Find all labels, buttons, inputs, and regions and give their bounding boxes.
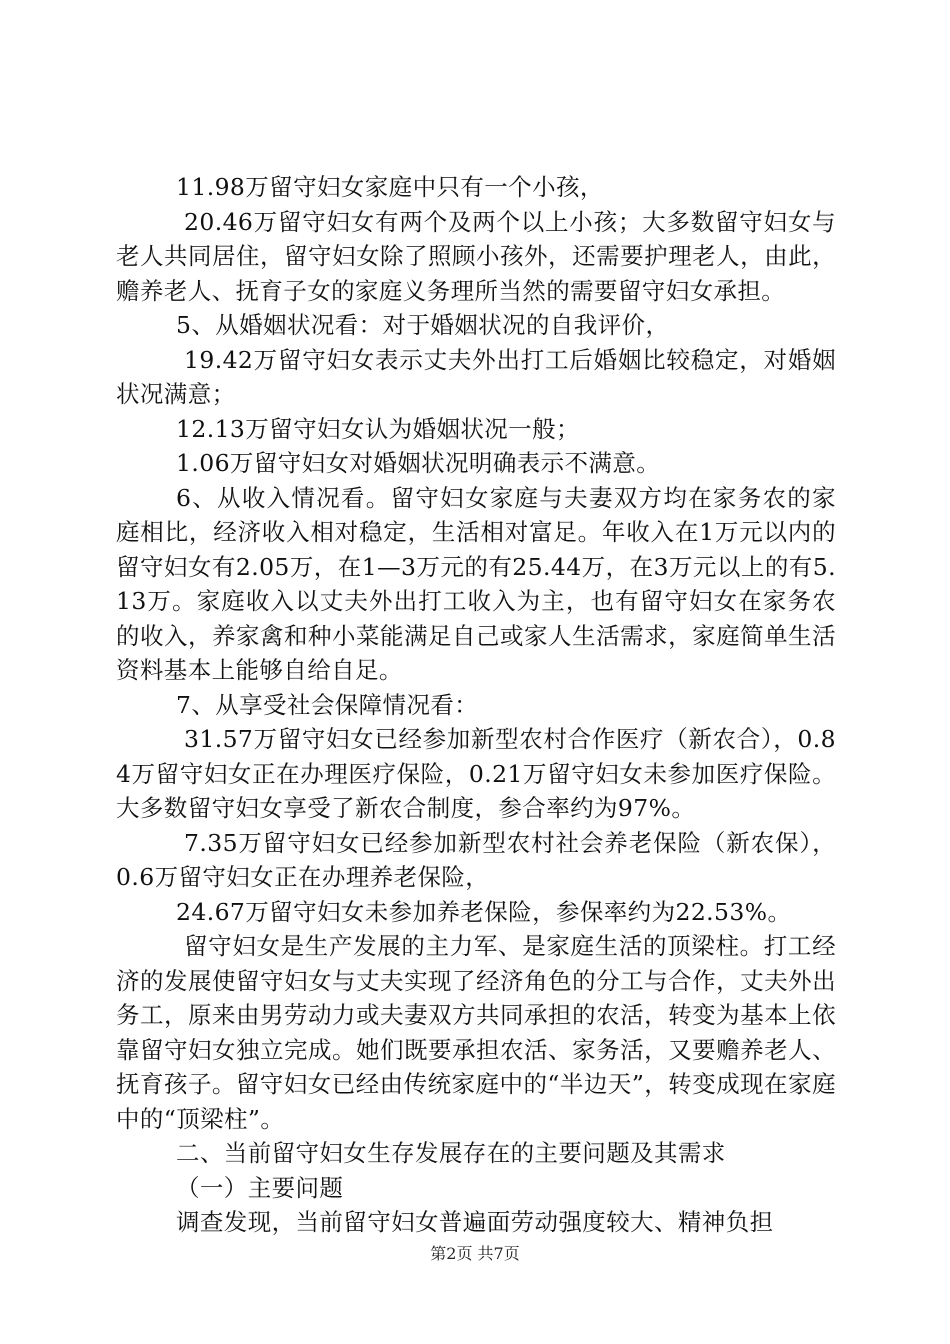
paragraph: 5、从婚姻状况看：对于婚姻状况的自我评价，	[176, 311, 670, 339]
section-heading: 二、当前留守妇女生存发展存在的主要问题及其需求	[176, 1139, 726, 1167]
paragraph: 24.67万留守妇女未参加养老保险，参保率约为22.53%。	[176, 897, 792, 926]
document-body	[116, 170, 836, 1240]
page-number: 第2页 共7页	[430, 1244, 520, 1263]
paragraph: 留守妇女是生产发展的主力军、是家庭生活的顶梁柱。打工经济的发展使留守妇女与丈夫实现了经济角色的分工与合作，丈夫外出务工，原来由男劳动力或夫妻双方共同承担的农活，转变为基本上依靠留守妇女独立完成。她们既要承担农活、家务活，又要赡养老人、抚育孩子。留守妇女已经由传统家庭中的“半边天”，转变成现在家庭中的“顶梁柱”。	[116, 932, 836, 1133]
paragraph: 7、从享受社会保障情况看：	[176, 690, 479, 719]
paragraph: 调查发现，当前留守妇女普遍面劳动强度较大、精神负担	[176, 1208, 774, 1236]
paragraph: 19.42万留守妇女表示丈夫外出打工后婚姻比较稳定，对婚姻状况满意；	[116, 345, 836, 408]
paragraph: 31.57万留守妇女已经参加新型农村合作医疗（新农合），0.84万留守妇女正在办理医疗保险，0.21万留守妇女未参加医疗保险。大多数留守妇女享受了新农合制度，参合率约为97%。	[116, 725, 836, 822]
paragraph: 7.35万留守妇女已经参加新型农村社会养老保险（新农保），0.6万留守妇女正在办理养老保险，	[116, 828, 836, 891]
paragraph: 1.06万留守妇女对婚姻状况明确表示不满意。	[176, 449, 661, 477]
paragraph: 6、从收入情况看。留守妇女家庭与夫妻双方均在家务农的家庭相比，经济收入相对稳定，生活相对富足。年收入在1万元以内的留守妇女有2.05万，在1—3万元的有25.44万，在3万元以上的有5.13万。家庭收入以丈夫外出打工收入为主，也有留守妇女在家务农的收入，养家禽和种小菜能满足自己或家人生活需求，家庭简单生活资料基本上能够自给自足。	[116, 483, 836, 684]
subsection-heading: （一）主要问题	[176, 1173, 344, 1202]
paragraph: 12.13万留守妇女认为婚姻状况一般；	[176, 414, 580, 443]
paragraph: 20.46万留守妇女有两个及两个以上小孩；大多数留守妇女与老人共同居住，留守妇女除了照顾小孩外，还需要护理老人，由此，赡养老人、抚育子女的家庭义务理所当然的需要留守妇女承担。	[116, 207, 836, 305]
paragraph: 11.98万留守妇女家庭中只有一个小孩，	[176, 173, 604, 201]
